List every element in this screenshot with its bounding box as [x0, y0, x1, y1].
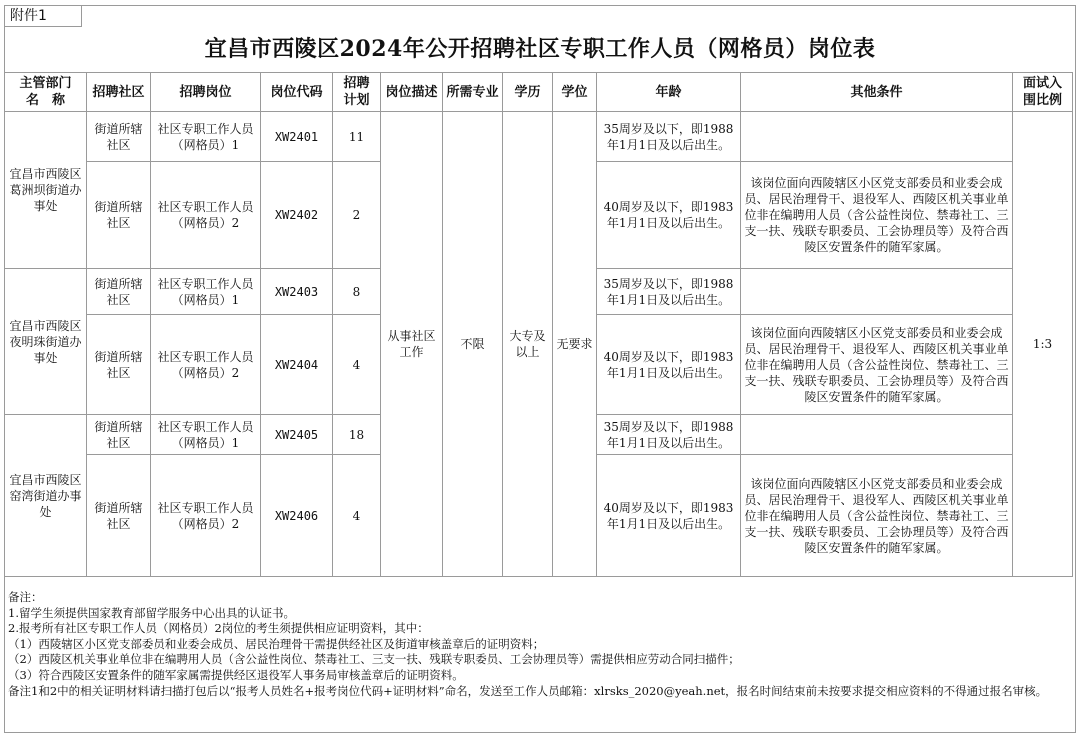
- other-cell: [741, 269, 1013, 315]
- degree-cell: 无要求: [553, 112, 597, 577]
- plan-cell: 4: [333, 455, 381, 577]
- age-cell: 35周岁及以下，即1988年1月1日及以后出生。: [597, 415, 741, 455]
- community-cell: 街道所辖社区: [87, 315, 151, 415]
- page-title: 宜昌市西陵区2024年公开招聘社区专职工作人员（网格员）岗位表: [204, 36, 876, 62]
- header-degree: 学位: [553, 73, 597, 112]
- community-cell: 街道所辖社区: [87, 455, 151, 577]
- plan-cell: 18: [333, 415, 381, 455]
- code-cell: XW2401: [261, 112, 333, 162]
- header-code: 岗位代码: [261, 73, 333, 112]
- position-cell: 社区专职工作人员（网格员）2: [151, 455, 261, 577]
- header-other: 其他条件: [741, 73, 1013, 112]
- position-cell: 社区专职工作人员（网格员）1: [151, 269, 261, 315]
- position-cell: 社区专职工作人员（网格员）2: [151, 162, 261, 269]
- description-cell: 从事社区工作: [381, 112, 443, 577]
- age-cell: 40周岁及以下，即1983年1月1日及以后出生。: [597, 455, 741, 577]
- department-cell: 宜昌市西陵区夜明珠街道办事处: [5, 269, 87, 415]
- age-cell: 35周岁及以下，即1988年1月1日及以后出生。: [597, 269, 741, 315]
- code-cell: XW2406: [261, 455, 333, 577]
- header-position: 招聘岗位: [151, 73, 261, 112]
- positions-table: [4, 72, 1073, 577]
- plan-cell: 8: [333, 269, 381, 315]
- age-cell: 40周岁及以下，即1983年1月1日及以后出生。: [597, 162, 741, 269]
- header-row: [5, 73, 1073, 112]
- note-line: （1）西陵辖区小区党支部委员和业委会成员、居民治理骨干需提供经社区及街道审核盖章后的证明资料；: [8, 636, 545, 651]
- header-plan: 招聘 计划: [333, 73, 381, 112]
- other-cell: 该岗位面向西陵辖区小区党支部委员和业委会成员、居民治理骨干、退役军人、西陵区机关事业单位非在编聘用人员（含公益性岗位、禁毒社工、三支一扶、残联专职委员、工会协理员等）及符合西陵区安置条件的随军家属。: [741, 455, 1013, 577]
- plan-cell: 4: [333, 315, 381, 415]
- header-major: 所需专业: [443, 73, 503, 112]
- note-line: （2）西陵区机关事业单位非在编聘用人员（含公益性岗位、禁毒社工、三支一扶、残联专职委员、工会协理员等）需提供相应劳动合同扫描件；: [8, 652, 740, 667]
- community-cell: 街道所辖社区: [87, 112, 151, 162]
- age-cell: 40周岁及以下，即1983年1月1日及以后出生。: [597, 315, 741, 415]
- attachment-label: 附件1: [4, 5, 82, 27]
- plan-cell: 2: [333, 162, 381, 269]
- header-ratio: 面试入 围比例: [1013, 73, 1073, 112]
- major-cell: 不限: [443, 112, 503, 577]
- code-cell: XW2402: [261, 162, 333, 269]
- code-cell: XW2404: [261, 315, 333, 415]
- header-education: 学历: [503, 73, 553, 112]
- community-cell: 街道所辖社区: [87, 162, 151, 269]
- code-cell: XW2403: [261, 269, 333, 315]
- note-line: 2.报考所有社区专职工作人员（网格员）2岗位的考生须提供相应证明资料，其中：: [8, 621, 429, 636]
- note-line: （3）符合西陵区安置条件的随军家属需提供经区退役军人事务局审核盖章后的证明资料。: [8, 667, 464, 682]
- other-cell: [741, 112, 1013, 162]
- position-cell: 社区专职工作人员（网格员）2: [151, 315, 261, 415]
- ratio-cell: 1:3: [1013, 112, 1073, 577]
- position-cell: 社区专职工作人员（网格员）1: [151, 415, 261, 455]
- note-line: 1.留学生须提供国家教育部留学服务中心出具的认证书。: [8, 605, 295, 620]
- age-cell: 35周岁及以下，即1988年1月1日及以后出生。: [597, 112, 741, 162]
- plan-cell: 11: [333, 112, 381, 162]
- education-cell: 大专及以上: [503, 112, 553, 577]
- community-cell: 街道所辖社区: [87, 269, 151, 315]
- header-description: 岗位描述: [381, 73, 443, 112]
- department-cell: 宜昌市西陵区葛洲坝街道办事处: [5, 112, 87, 269]
- header-community: 招聘社区: [87, 73, 151, 112]
- notes-section: [8, 590, 1072, 699]
- department-cell: 宜昌市西陵区窑湾街道办事处: [5, 415, 87, 577]
- position-cell: 社区专职工作人员（网格员）1: [151, 112, 261, 162]
- community-cell: 街道所辖社区: [87, 415, 151, 455]
- note-line: 备注：: [8, 590, 43, 604]
- code-cell: XW2405: [261, 415, 333, 455]
- other-cell: [741, 415, 1013, 455]
- table-row: [5, 112, 1073, 162]
- other-cell: 该岗位面向西陵辖区小区党支部委员和业委会成员、居民治理骨干、退役军人、西陵区机关事业单位非在编聘用人员（含公益性岗位、禁毒社工、三支一扶、残联专职委员、工会协理员等）及符合西陵区安置条件的随军家属。: [741, 315, 1013, 415]
- header-age: 年龄: [597, 73, 741, 112]
- other-cell: 该岗位面向西陵辖区小区党支部委员和业委会成员、居民治理骨干、退役军人、西陵区机关事业单位非在编聘用人员（含公益性岗位、禁毒社工、三支一扶、残联专职委员、工会协理员等）及符合西陵区安置条件的随军家属。: [741, 162, 1013, 269]
- header-department: 主管部门 名 称: [5, 73, 87, 112]
- note-line: 备注1和2中的相关证明材料请扫描打包后以“报考人员姓名+报考岗位代码+证明材料”命名，发送至工作人员邮箱：xlrsks_2020@yeah.net，报名时间结束前未按要求提交相应资料的不得通过报名审核。: [8, 683, 1048, 698]
